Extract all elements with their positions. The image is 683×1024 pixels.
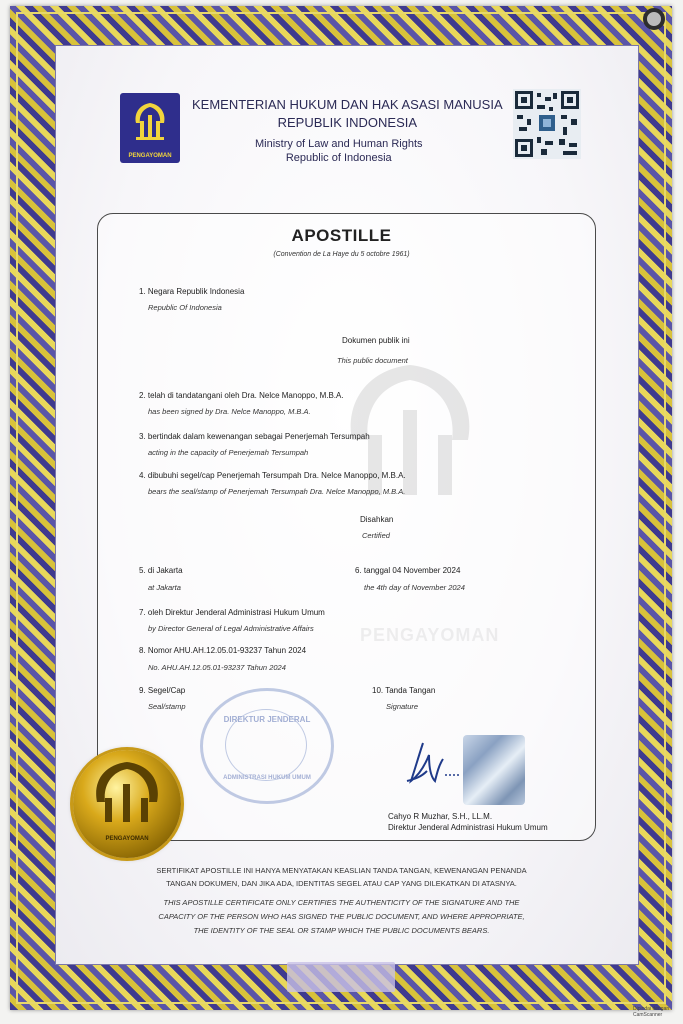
pengayoman-tree-icon [128,99,172,143]
item-6-en: the 4th day of November 2024 [364,583,465,592]
seal-text: PENGAYOMAN [105,836,149,842]
ministry-id-line2: REPUBLIK INDONESIA [277,115,418,130]
item-2-en: has been signed by Dra. Nelce Manoppo, M.B.A. [148,407,311,416]
watermark-tree-icon [330,355,490,505]
public-doc-en: This public document [337,356,408,365]
item-2: 2. telah di tandatangani oleh Dra. Nelce Manoppo, M.B.A. [139,391,344,400]
hologram-sticker [463,735,525,805]
gold-seal [73,750,181,858]
bottom-badge [287,962,395,992]
item-9: 9. Segel/Cap [139,686,186,695]
public-doc: Dokumen publik ini [342,336,410,345]
item-1-en: Republic Of Indonesia [148,303,222,312]
item-10-en: Signature [386,702,419,711]
footer-en-line2: CAPACITY OF THE PERSON WHO HAS SIGNED THE PUBLIC DOCUMENT, AND WHERE APPROPRIATE, [158,912,525,921]
ministry-en-line1: Ministry of Law and Human Rights [255,138,423,150]
footer-en-line1: THIS APOSTILLE CERTIFICATE ONLY CERTIFIES THE AUTHENTICITY OF THE SIGNATURE AND THE [163,898,520,907]
logo-text: PENGAYOMAN [128,153,172,159]
footer-en-line3: THE IDENTITY OF THE SEAL OR STAMP WHICH THE PUBLIC DOCUMENTS BEARS. [193,926,490,935]
item-6: 6. tanggal 04 November 2024 [355,566,461,575]
signature-icon [405,735,465,795]
item-5: 5. di Jakarta [139,566,183,575]
ministry-en-line2: Republic of Indonesia [285,152,392,164]
scanner-line1: Dipindai dengan [633,1006,670,1012]
item-3-en: acting in the capacity of Penerjemah Tersumpah [148,448,309,457]
ministry-title-en [255,137,423,165]
stamp-top-text: DIREKTUR JENDERAL [223,715,311,724]
item-4: 4. dibubuhi segel/cap Penerjemah Tersumpah Dra. Nelce Manoppo, M.B.A. [139,471,406,480]
certified: Disahkan [360,515,394,524]
item-10: 10. Tanda Tangan [372,686,436,695]
item-9-en: Seal/stamp [148,702,186,711]
item-1: 1. Negara Republik Indonesia [139,287,245,296]
item-7-en: by Director General of Legal Administrative Affairs [148,624,314,633]
watermark-text: PENGAYOMAN [360,625,500,645]
seal-tree-icon [73,750,181,830]
item-4-en: bears the seal/stamp of Penerjemah Tersumpah Dra. Nelce Manoppo, M.B.A. [148,487,406,496]
item-8: 8. Nomor AHU.AH.12.05.01-93237 Tahun 2024 [139,646,307,655]
camscanner-badge [633,1006,669,1018]
item-5-en: at Jakarta [148,583,181,592]
convention-text: (Convention de La Haye du 5 octobre 1961) [273,251,410,258]
signer-name: Cahyo R Muzhar, S.H., LL.M. [388,812,493,821]
signer-title: Direktur Jenderal Administrasi Hukum Umum [388,823,548,832]
item-3: 3. bertindak dalam kewenangan sebagai Penerjemah Tersumpah [139,432,370,441]
scanner-line2: CamScanner [633,1012,663,1018]
item-8-en: No. AHU.AH.12.05.01-93237 Tahun 2024 [148,663,286,672]
hole-ring [643,8,665,30]
ministry-logo [120,93,180,163]
ministry-title-id [192,96,503,132]
official-stamp [200,688,334,804]
certificate-title: APOSTILLE [291,226,392,245]
footer-id-line1: SERTIFIKAT APOSTILLE INI HANYA MENYATAKAN KEASLIAN TANDA TANGAN, KEWENANGAN PENANDA [156,866,527,875]
ministry-id-line1: KEMENTERIAN HUKUM DAN HAK ASASI MANUSIA [192,97,503,112]
certified-en: Certified [362,531,390,540]
stamp-bottom-text: ADMINISTRASI HUKUM UMUM [223,775,311,781]
footer-id-line2: TANGAN DOKUMEN, DAN JIKA ADA, IDENTITAS SEGEL ATAU CAP YANG DILEKATKAN DI ATASNYA. [166,879,517,888]
item-7: 7. oleh Direktur Jenderal Administrasi Hukum Umum [139,608,325,617]
qr-code [513,89,581,159]
